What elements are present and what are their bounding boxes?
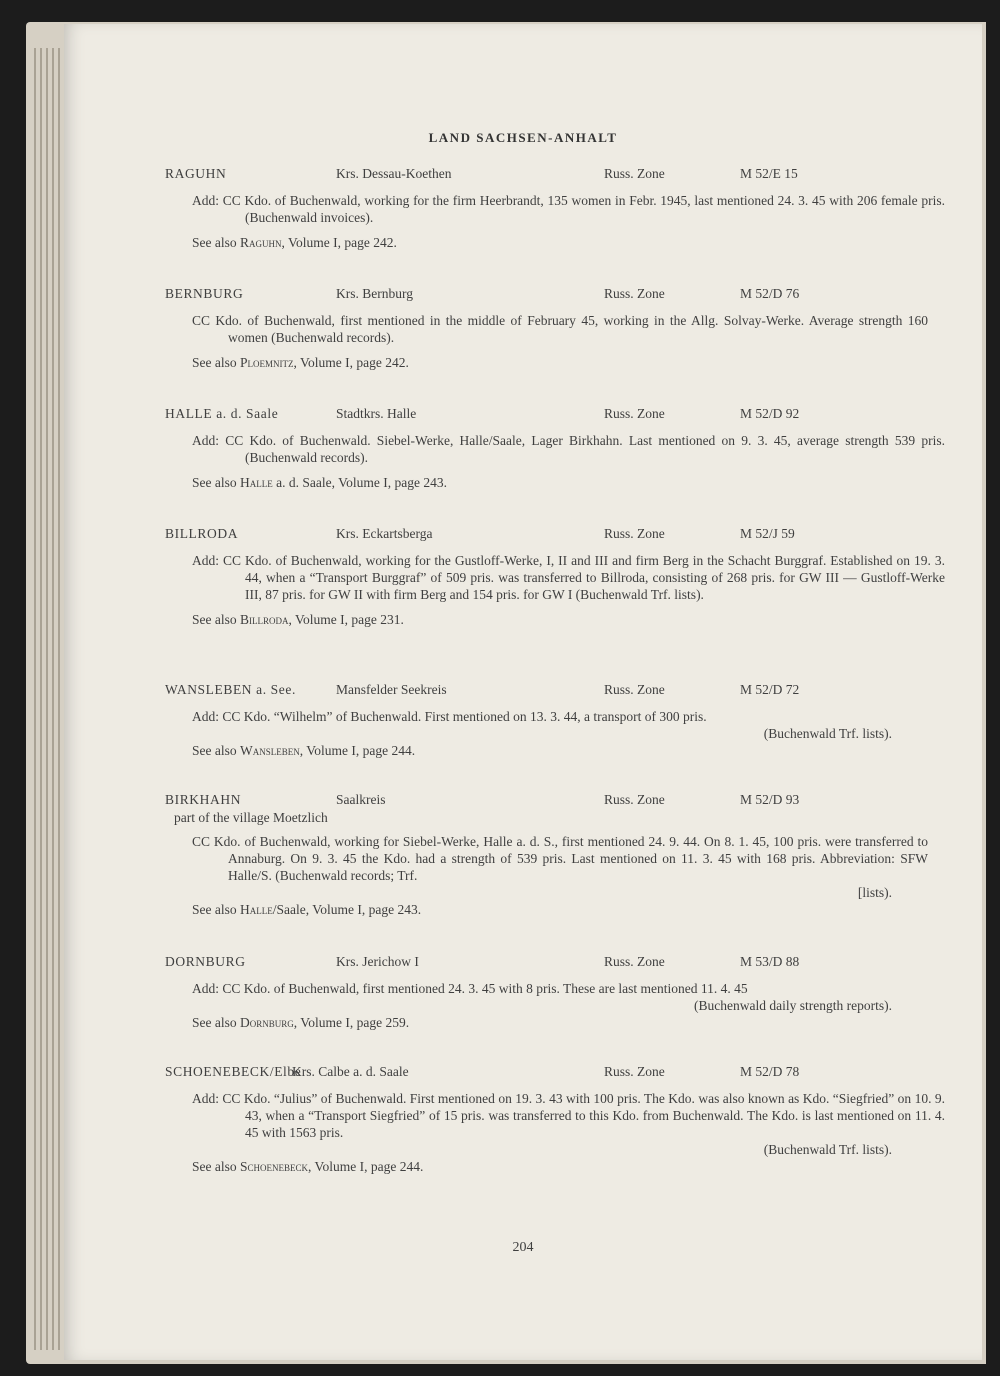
district: Krs. Dessau-Koethen: [336, 166, 452, 181]
entry-description: CC Kdo. of Buchenwald, working for Siebel-Werke, Halle a. d. S., first mentioned 24. 9. 44. On 8. 1. 45, 100 pris. were transferred to Annaburg. On 9. 3. 45 the Kdo. had a strength of 539 pris. Last mentioned on 11. 3. 45 with 168 pris. Abbreviation: SFW Halle/S. (Buchenwald records; Trf.: [192, 834, 928, 883]
map-reference: M 52/D 92: [740, 406, 800, 421]
page-edge: [46, 48, 48, 1350]
map-reference: M 52/E 15: [740, 166, 798, 181]
page-title: LAND SACHSEN-ANHALT: [428, 130, 618, 145]
entry-header: [64, 286, 982, 306]
entry-halle: [64, 406, 982, 492]
map-reference: M 53/D 88: [740, 954, 800, 969]
entry-header: [64, 954, 982, 974]
entry-dornburg: [64, 954, 982, 1032]
see-also-name: Ploemnitz: [240, 355, 294, 370]
see-also-name: Raguhn: [240, 235, 282, 250]
see-also: See also Dornburg, Volume I, page 259.: [192, 1015, 410, 1030]
district: Krs. Jerichow I: [336, 954, 419, 969]
zone: Russ. Zone: [604, 286, 665, 301]
entry-description: Add: CC Kdo. of Buchenwald. Siebel-Werke, Halle/Saale, Lager Birkhahn. Last mentioned on 9. 3. 45, average strength 539 pris. (Buchenwald records).: [192, 433, 945, 465]
source-note: (Buchenwald daily strength reports).: [694, 998, 892, 1013]
entry-header: [64, 406, 982, 426]
district: Krs. Bernburg: [336, 286, 413, 301]
entry-header: [64, 166, 982, 186]
entry-description: Add: CC Kdo. of Buchenwald, working for the Gustloff-Werke, I, II and III and firm Berg in the Schacht Burggraf. Established on 19. 3. 44, when a “Transport Burggraf” of 509 pris. was transferred to Billroda, consisting of 268 pris. for GW III — Gustloff-Werke III, 87 pris. for GW II with firm Berg and 154 pris. for GW I (Buchenwald Trf. lists).: [192, 553, 945, 602]
zone: Russ. Zone: [604, 792, 665, 807]
zone: Russ. Zone: [604, 1064, 665, 1079]
zone: Russ. Zone: [604, 406, 665, 421]
place-name: BILLRODA: [165, 526, 239, 541]
see-also: See also Halle a. d. Saale, Volume I, page 243.: [192, 475, 447, 490]
see-also: See also Schoenebeck, Volume I, page 244.: [192, 1159, 424, 1174]
page-edge: [34, 48, 36, 1350]
district: Krs. Eckartsberga: [336, 526, 433, 541]
source-note: [lists).: [857, 885, 892, 900]
see-also-name: Billroda: [240, 612, 289, 627]
entry-header: [64, 526, 982, 546]
zone: Russ. Zone: [604, 954, 665, 969]
source-note: (Buchenwald Trf. lists).: [763, 1142, 892, 1157]
map-reference: M 52/D 72: [740, 682, 800, 697]
page-edge: [58, 48, 60, 1350]
place-name: WANSLEBEN a. See.: [165, 682, 296, 697]
see-also: See also Halle/Saale, Volume I, page 243.: [192, 902, 422, 917]
entry-billroda: [64, 526, 982, 629]
entry-header: [64, 682, 982, 702]
see-also-name: Halle: [240, 902, 273, 917]
entry-schoenebeck: [64, 1064, 982, 1176]
map-reference: M 52/D 93: [740, 792, 800, 807]
entry-header: [64, 1064, 982, 1084]
source-note: (Buchenwald Trf. lists).: [763, 726, 892, 741]
place-name: BERNBURG: [165, 286, 244, 301]
page-edge: [40, 48, 42, 1350]
district: Mansfelder Seekreis: [336, 682, 447, 697]
place-name: HALLE a. d. Saale: [165, 406, 279, 421]
see-also-name: Halle: [240, 475, 273, 490]
page-edge: [52, 48, 54, 1350]
place-name: DORNBURG: [165, 954, 246, 969]
entry-description: Add: CC Kdo. of Buchenwald, working for the firm Heerbrandt, 135 women in Febr. 1945, last mentioned 24. 3. 45 with 206 female pris. (Buchenwald invoices).: [192, 193, 945, 225]
see-also: See also Raguhn, Volume I, page 242.: [192, 235, 397, 250]
see-also-name: Wansleben: [240, 743, 300, 758]
place-subline: part of the village Moetzlich: [174, 810, 328, 825]
see-also-name: Schoenebeck: [240, 1159, 309, 1174]
see-also: See also Ploemnitz, Volume I, page 242.: [192, 355, 409, 370]
zone: Russ. Zone: [604, 166, 665, 181]
entry-description: Add: CC Kdo. “Julius” of Buchenwald. First mentioned on 19. 3. 43 with 100 pris. The Kdo. was also known as Kdo. “Siegfried” on 10. 9. 43, when a “Transport Siegfried” of 15 pris. was transferred to this Kdo. from Buchenwald. The Kdo. is last mentioned on 11. 4. 45 with 1563 pris.: [192, 1091, 945, 1140]
map-reference: M 52/J 59: [740, 526, 795, 541]
entry-birkhahn: [64, 792, 982, 919]
entry-wansleben: [64, 682, 982, 760]
place-name: BIRKHAHN: [165, 792, 242, 807]
entry-description: Add: CC Kdo. “Wilhelm” of Buchenwald. First mentioned on 13. 3. 44, a transport of 300 pris.: [192, 709, 707, 724]
see-also: See also Wansleben, Volume I, page 244.: [192, 743, 416, 758]
book-page: [64, 24, 982, 1360]
see-also: See also Billroda, Volume I, page 231.: [192, 612, 404, 627]
place-name: RAGUHN: [165, 166, 227, 181]
map-reference: M 52/D 78: [740, 1064, 800, 1079]
district: Saalkreis: [336, 792, 386, 807]
see-also-name: Dornburg: [240, 1015, 294, 1030]
zone: Russ. Zone: [604, 526, 665, 541]
entry-raguhn: [64, 166, 982, 252]
entry-description: CC Kdo. of Buchenwald, first mentioned in the middle of February 45, working in the Allg. Solvay-Werke. Average strength 160 women (Buchenwald records).: [192, 313, 928, 345]
entry-description: Add: CC Kdo. of Buchenwald, first mentioned 24. 3. 45 with 8 pris. These are last mentioned 11. 4. 45: [192, 981, 748, 996]
map-reference: M 52/D 76: [740, 286, 800, 301]
entry-bernburg: [64, 286, 982, 372]
district: Krs. Calbe a. d. Saale: [292, 1064, 409, 1079]
district: Stadtkrs. Halle: [336, 406, 417, 421]
place-name: SCHOENEBECK/Elbe: [165, 1064, 302, 1079]
zone: Russ. Zone: [604, 682, 665, 697]
page-number: 204: [512, 1240, 534, 1255]
